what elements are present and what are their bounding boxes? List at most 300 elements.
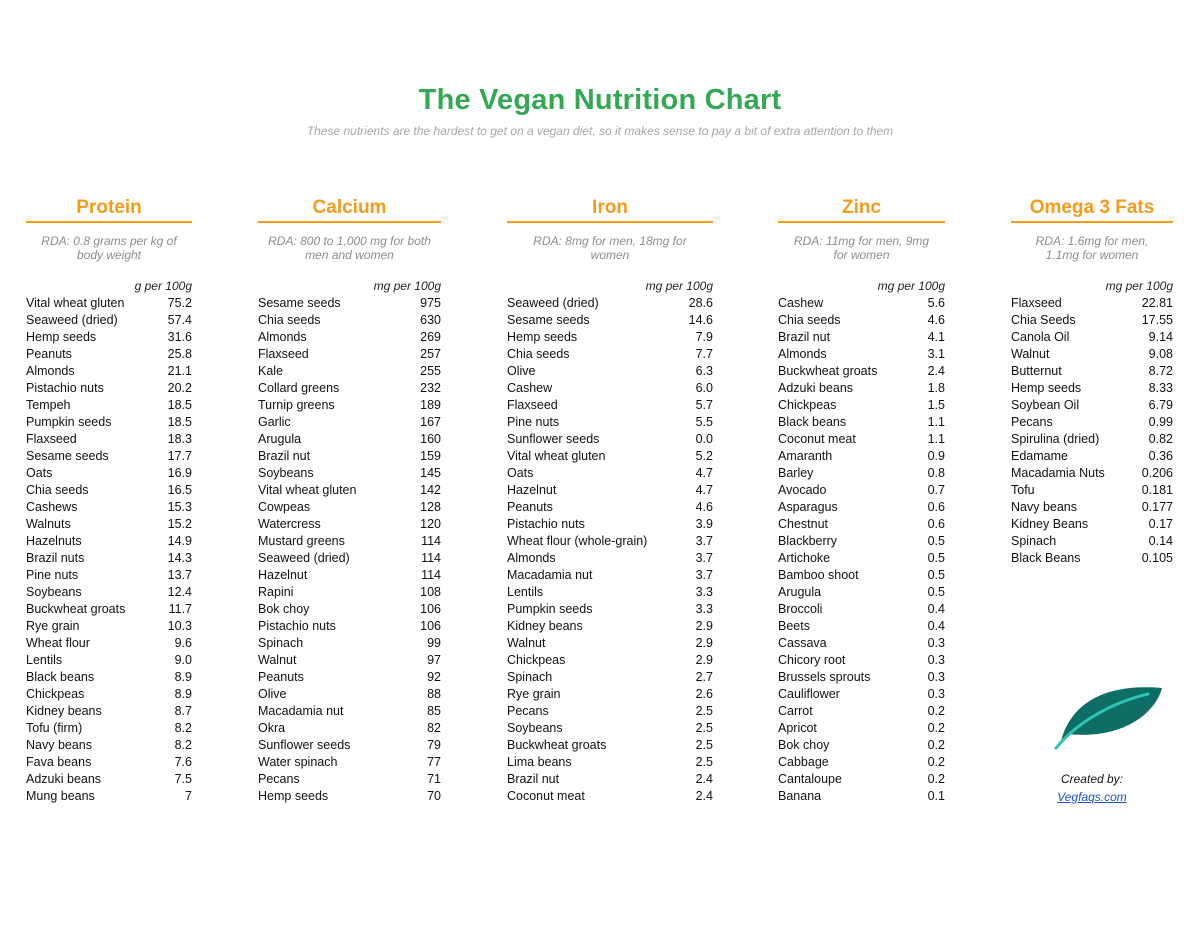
food-value: 0.2 (927, 704, 945, 718)
food-name: Lentils (507, 585, 544, 599)
food-value: 16.9 (167, 466, 192, 480)
table-row (778, 567, 945, 584)
rda-note: RDA: 1.6mg for men, 1.1mg for women (1035, 234, 1149, 262)
rda-note: RDA: 800 to 1,000 mg for both men and women (268, 234, 431, 262)
table-row (26, 550, 192, 567)
food-value: 167 (420, 415, 441, 429)
unit-label: mg per 100g (1105, 279, 1173, 293)
food-name: Avocado (778, 483, 827, 497)
table-row (1011, 380, 1173, 397)
table-row (1011, 499, 1173, 516)
food-name: Cabbage (778, 755, 829, 769)
food-value: 10.3 (167, 619, 192, 633)
food-name: Chicory root (778, 653, 846, 667)
table-row (778, 788, 945, 805)
table-row (26, 635, 192, 652)
food-name: Black beans (26, 670, 95, 684)
table-row (507, 635, 713, 652)
table-row (778, 329, 945, 346)
food-value: 0.17 (1148, 517, 1173, 531)
table-row (26, 431, 192, 448)
column-heading: Iron (507, 196, 713, 223)
table-row (258, 295, 441, 312)
food-value: 269 (420, 330, 441, 344)
food-value: 15.3 (167, 500, 192, 514)
table-row (26, 363, 192, 380)
food-name: Brazil nut (507, 772, 560, 786)
table-row (258, 346, 441, 363)
food-value: 1.1 (927, 415, 945, 429)
food-value: 18.5 (167, 398, 192, 412)
food-value: 8.33 (1148, 381, 1173, 395)
food-value: 0.2 (927, 738, 945, 752)
table-row (778, 346, 945, 363)
food-name: Pumpkin seeds (26, 415, 112, 429)
protein-column (26, 196, 192, 805)
food-value: 114 (421, 568, 441, 582)
food-value: 5.5 (695, 415, 713, 429)
food-value: 9.08 (1148, 347, 1173, 361)
food-name: Chia seeds (507, 347, 570, 361)
food-name: Soybean Oil (1011, 398, 1080, 412)
food-name: Navy beans (26, 738, 93, 752)
food-value: 88 (427, 687, 441, 701)
food-name: Chestnut (778, 517, 829, 531)
table-row (258, 414, 441, 431)
food-value: 9.14 (1148, 330, 1173, 344)
food-name: Chia seeds (258, 313, 321, 327)
food-name: Butternut (1011, 364, 1062, 378)
food-value: 0.3 (927, 670, 945, 684)
table-row (26, 329, 192, 346)
food-name: Turnip greens (258, 398, 335, 412)
table-row (507, 703, 713, 720)
unit-label: mg per 100g (877, 279, 945, 293)
food-name: Arugula (778, 585, 822, 599)
table-row (778, 584, 945, 601)
table-row (507, 397, 713, 414)
table-row (778, 686, 945, 703)
table-row (258, 754, 441, 771)
table-row (26, 686, 192, 703)
food-name: Seaweed (dried) (507, 296, 599, 310)
food-value: 0.7 (927, 483, 945, 497)
food-name: Banana (778, 789, 822, 803)
table-row (507, 295, 713, 312)
table-row (26, 482, 192, 499)
food-value: 9.6 (174, 636, 192, 650)
rda-note: RDA: 11mg for men, 9mg for women (793, 234, 930, 262)
food-name: Peanuts (258, 670, 304, 684)
food-value: 1.8 (927, 381, 945, 395)
table-row (507, 737, 713, 754)
food-value: 18.3 (167, 432, 192, 446)
table-row (26, 312, 192, 329)
food-value: 128 (420, 500, 441, 514)
table-row (26, 465, 192, 482)
food-value: 14.9 (167, 534, 192, 548)
food-name: Kidney Beans (1011, 517, 1089, 531)
table-row (1011, 329, 1173, 346)
table-row (26, 397, 192, 414)
food-name: Spirulina (dried) (1011, 432, 1100, 446)
food-value: 5.7 (695, 398, 713, 412)
table-row (778, 397, 945, 414)
food-value: 0.5 (927, 551, 945, 565)
leaf-icon (1052, 674, 1170, 750)
food-value: 8.2 (174, 721, 192, 735)
food-value: 8.9 (174, 670, 192, 684)
food-name: Soybeans (26, 585, 82, 599)
credit-label: Created by: (1060, 772, 1124, 786)
food-name: Blackberry (778, 534, 838, 548)
food-value: 2.9 (695, 653, 713, 667)
food-value: 4.6 (927, 313, 945, 327)
table-row (258, 499, 441, 516)
table-row (258, 380, 441, 397)
table-row (26, 601, 192, 618)
table-row (258, 567, 441, 584)
food-name: Hazelnut (258, 568, 308, 582)
food-name: Navy beans (1011, 500, 1078, 514)
food-value: 21.1 (167, 364, 192, 378)
table-row (778, 618, 945, 635)
food-name: Hazelnut (507, 483, 557, 497)
zinc-column (778, 196, 945, 805)
food-name: Chia Seeds (1011, 313, 1076, 327)
table-row (507, 618, 713, 635)
table-row (1011, 550, 1173, 567)
food-value: 0.3 (927, 687, 945, 701)
table-row (26, 448, 192, 465)
table-row (1011, 397, 1173, 414)
food-name: Asparagus (778, 500, 838, 514)
table-row (258, 448, 441, 465)
food-name: Olive (258, 687, 287, 701)
table-row (507, 652, 713, 669)
food-value: 108 (420, 585, 441, 599)
food-value: 4.6 (695, 500, 713, 514)
food-name: Sunflower seeds (258, 738, 351, 752)
table-row (507, 584, 713, 601)
food-value: 145 (420, 466, 441, 480)
table-row (507, 669, 713, 686)
table-row (507, 686, 713, 703)
food-value: 5.2 (695, 449, 713, 463)
food-name: Walnut (507, 636, 546, 650)
food-value: 0.206 (1141, 466, 1173, 480)
food-name: Arugula (258, 432, 302, 446)
food-value: 1.1 (927, 432, 945, 446)
food-value: 7.6 (174, 755, 192, 769)
food-name: Soybeans (258, 466, 314, 480)
table-row (258, 312, 441, 329)
table-row (778, 465, 945, 482)
food-value: 2.6 (695, 687, 713, 701)
food-name: Chia seeds (778, 313, 841, 327)
table-row (778, 312, 945, 329)
food-value: 4.7 (695, 466, 713, 480)
column-heading: Omega 3 Fats (1011, 196, 1173, 223)
food-value: 7.5 (174, 772, 192, 786)
food-value: 255 (420, 364, 441, 378)
table-row (258, 703, 441, 720)
food-name: Black beans (778, 415, 847, 429)
food-value: 16.5 (167, 483, 192, 497)
food-value: 6.79 (1148, 398, 1173, 412)
food-name: Soybeans (507, 721, 563, 735)
table-row (26, 669, 192, 686)
table-row (26, 703, 192, 720)
table-row (258, 737, 441, 754)
rda-note: RDA: 0.8 grams per kg of body weight (41, 234, 177, 262)
table-row (778, 414, 945, 431)
food-name: Pistachio nuts (26, 381, 104, 395)
table-row (26, 771, 192, 788)
column-heading: Protein (26, 196, 192, 223)
food-name: Cashew (507, 381, 553, 395)
food-value: 70 (427, 789, 441, 803)
table-row (1011, 414, 1173, 431)
food-value: 106 (420, 602, 441, 616)
food-name: Wheat flour (26, 636, 90, 650)
table-row (258, 397, 441, 414)
table-row (1011, 533, 1173, 550)
food-name: Oats (507, 466, 534, 480)
food-value: 9.0 (174, 653, 192, 667)
food-name: Macadamia Nuts (1011, 466, 1105, 480)
food-name: Adzuki beans (778, 381, 854, 395)
food-value: 20.2 (167, 381, 192, 395)
table-row (507, 499, 713, 516)
food-name: Rapini (258, 585, 294, 599)
food-value: 2.5 (695, 704, 713, 718)
food-value: 5.6 (927, 296, 945, 310)
food-name: Macadamia nut (507, 568, 593, 582)
food-name: Cauliflower (778, 687, 840, 701)
food-name: Flaxseed (26, 432, 77, 446)
credit-link[interactable]: Vegfaqs.com (1057, 790, 1127, 804)
table-row (778, 448, 945, 465)
food-name: Peanuts (26, 347, 72, 361)
food-value: 7.9 (695, 330, 713, 344)
food-name: Edamame (1011, 449, 1068, 463)
table-row (507, 754, 713, 771)
food-name: Flaxseed (258, 347, 309, 361)
omega3-column (1011, 196, 1173, 567)
page-title: The Vegan Nutrition Chart (418, 84, 782, 116)
table-row (778, 669, 945, 686)
food-value: 3.7 (695, 568, 713, 582)
food-value: 0.2 (927, 721, 945, 735)
food-name: Peanuts (507, 500, 553, 514)
food-value: 22.81 (1141, 296, 1173, 310)
page-subtitle: These nutrients are the hardest to get on a vegan diet, so it makes sense to pay a bit of extra attention to them (306, 124, 894, 138)
table-row (26, 533, 192, 550)
table-row (507, 567, 713, 584)
table-row (26, 720, 192, 737)
table-row (778, 703, 945, 720)
food-value: 11.7 (168, 602, 192, 616)
table-row (258, 363, 441, 380)
table-row (258, 686, 441, 703)
table-row (507, 380, 713, 397)
food-name: Hemp seeds (507, 330, 578, 344)
table-row (26, 618, 192, 635)
food-name: Pecans (258, 772, 300, 786)
food-name: Barley (778, 466, 814, 480)
table-row (26, 567, 192, 584)
food-value: 0.4 (927, 602, 945, 616)
iron-column (507, 196, 713, 805)
food-name: Sesame seeds (26, 449, 109, 463)
food-value: 6.0 (695, 381, 713, 395)
food-name: Chia seeds (26, 483, 89, 497)
food-name: Pistachio nuts (258, 619, 336, 633)
food-name: Canola Oil (1011, 330, 1070, 344)
food-value: 79 (427, 738, 441, 752)
food-name: Brazil nut (258, 449, 311, 463)
calcium-column (258, 196, 441, 805)
food-name: Spinach (1011, 534, 1057, 548)
table-row (26, 737, 192, 754)
food-value: 2.4 (695, 789, 713, 803)
table-row (1011, 363, 1173, 380)
food-value: 85 (427, 704, 441, 718)
table-row (778, 533, 945, 550)
food-value: 3.9 (695, 517, 713, 531)
table-row (26, 788, 192, 805)
food-name: Broccoli (778, 602, 823, 616)
table-row (778, 295, 945, 312)
food-name: Artichoke (778, 551, 831, 565)
table-row (26, 516, 192, 533)
food-name: Seaweed (dried) (26, 313, 118, 327)
food-name: Beets (778, 619, 810, 633)
food-value: 0.0 (695, 432, 713, 446)
food-value: 57.4 (167, 313, 192, 327)
food-name: Lima beans (507, 755, 572, 769)
table-row (258, 482, 441, 499)
food-value: 2.5 (695, 721, 713, 735)
food-value: 12.4 (167, 585, 192, 599)
food-value: 7 (185, 789, 192, 803)
food-name: Garlic (258, 415, 291, 429)
food-name: Mustard greens (258, 534, 345, 548)
food-name: Adzuki beans (26, 772, 102, 786)
food-value: 106 (420, 619, 441, 633)
food-name: Brussels sprouts (778, 670, 871, 684)
food-value: 18.5 (167, 415, 192, 429)
food-name: Sunflower seeds (507, 432, 600, 446)
food-name: Flaxseed (507, 398, 558, 412)
table-row (778, 652, 945, 669)
table-row (778, 635, 945, 652)
food-name: Watercress (258, 517, 321, 531)
food-value: 0.3 (927, 653, 945, 667)
food-value: 0.3 (927, 636, 945, 650)
table-row (26, 295, 192, 312)
table-row (258, 669, 441, 686)
food-value: 0.5 (927, 585, 945, 599)
food-name: Okra (258, 721, 286, 735)
table-row (26, 414, 192, 431)
table-row (507, 482, 713, 499)
food-value: 0.9 (927, 449, 945, 463)
food-value: 0.2 (927, 772, 945, 786)
table-row (507, 431, 713, 448)
food-value: 114 (421, 534, 441, 548)
food-value: 17.55 (1141, 313, 1173, 327)
food-name: Oats (26, 466, 53, 480)
table-row (778, 601, 945, 618)
food-name: Vital wheat gluten (26, 296, 125, 310)
food-value: 13.7 (167, 568, 192, 582)
table-row (258, 550, 441, 567)
food-name: Rye grain (507, 687, 561, 701)
food-name: Cassava (778, 636, 827, 650)
food-name: Pine nuts (26, 568, 79, 582)
food-value: 0.5 (927, 568, 945, 582)
food-value: 8.2 (174, 738, 192, 752)
food-value: 3.7 (695, 534, 713, 548)
food-value: 0.177 (1141, 500, 1173, 514)
table-row (778, 431, 945, 448)
food-name: Hemp seeds (26, 330, 97, 344)
food-value: 0.181 (1141, 483, 1173, 497)
table-row (507, 516, 713, 533)
food-name: Pecans (507, 704, 549, 718)
table-row (507, 533, 713, 550)
food-value: 15.2 (167, 517, 192, 531)
table-row (1011, 516, 1173, 533)
table-row (778, 754, 945, 771)
food-value: 2.5 (695, 755, 713, 769)
food-value: 0.99 (1148, 415, 1173, 429)
food-name: Water spinach (258, 755, 338, 769)
food-name: Spinach (258, 636, 304, 650)
column-heading: Calcium (258, 196, 441, 223)
unit-label: g per 100g (134, 279, 192, 293)
table-row (778, 771, 945, 788)
food-value: 0.6 (927, 500, 945, 514)
table-row (258, 618, 441, 635)
table-row (778, 720, 945, 737)
table-row (258, 788, 441, 805)
food-name: Buckwheat groats (778, 364, 878, 378)
food-name: Buckwheat groats (26, 602, 126, 616)
food-value: 2.7 (695, 670, 713, 684)
food-value: 2.9 (695, 619, 713, 633)
food-name: Coconut meat (778, 432, 856, 446)
food-name: Black Beans (1011, 551, 1081, 565)
food-name: Bok choy (778, 738, 830, 752)
food-name: Walnuts (26, 517, 71, 531)
table-row (1011, 431, 1173, 448)
food-value: 99 (427, 636, 441, 650)
table-row (258, 584, 441, 601)
table-row (26, 380, 192, 397)
table-row (258, 601, 441, 618)
food-name: Walnut (1011, 347, 1050, 361)
table-row (507, 346, 713, 363)
food-name: Chickpeas (778, 398, 837, 412)
food-name: Lentils (26, 653, 63, 667)
food-name: Spinach (507, 670, 553, 684)
food-value: 975 (420, 296, 441, 310)
table-row (778, 550, 945, 567)
food-name: Vital wheat gluten (258, 483, 357, 497)
